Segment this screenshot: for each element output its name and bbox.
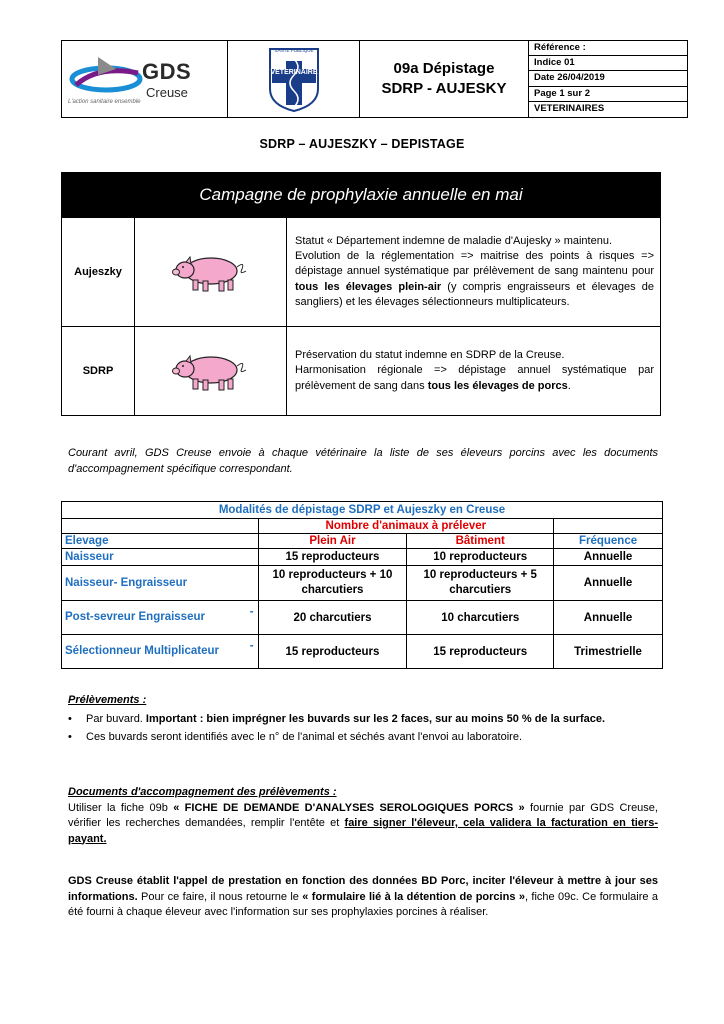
meta-indice: Indice 01 [529,56,687,71]
table-row [62,635,663,669]
documents-section [68,785,658,847]
cell-frequence: Annuelle [554,549,663,566]
pig-icon [135,218,287,326]
cell-elevage [62,635,259,669]
regulation-text: Harmonisation régionale => dépistage annuel systématique par prélèvement de sang dans [295,364,654,392]
cell-plein-air: 10 reproducteurs + 10 charcutiers [258,566,407,601]
empty-cell [554,519,663,534]
gds-logo [62,41,228,117]
cell-batiment: 10 reproducteurs [407,549,554,566]
doc-form-name: « FICHE DE DEMANDE D'ANALYSES SEROLOGIQUES PORCS » [173,801,525,814]
prelevements-title: Prélèvements : [68,694,147,706]
doc-text-mid: fournie par GDS Creuse, vérifier les recherches demandées, remplir l'entête et [68,801,658,829]
documents-paragraph [68,801,658,848]
table-row [62,566,663,601]
table-row [62,601,663,635]
campaign-row-aujeszky [62,217,660,326]
meta-reference: Référence : [529,41,687,56]
badge-label: VETERINAIRE [270,69,318,76]
cell-elevage [62,601,259,635]
document-meta [529,41,687,117]
elevage-name: Post-sevreur Engraisseur [65,611,205,623]
cell-batiment: 10 reproducteurs + 5 charcutiers [407,566,554,601]
bullet-emphasis: Important : bien imprégner les buvards sur les 2 faces, sur au moins 50 % de la surface. [145,712,606,725]
meta-page: Page 1 sur 2 [529,87,687,102]
document-header [61,40,688,118]
row-description [295,327,654,415]
cell-frequence: Annuelle [554,601,663,635]
regulation-emphasis: tous les élevages de porcs [427,379,568,392]
title-line-1: 09a Dépistage [393,60,495,77]
status-text: Statut « Département indemne de maladie d'Aujesky » maintenu. [295,234,613,247]
modalities-table [61,501,663,669]
veterinary-cross-icon [266,45,322,113]
closing-text: Pour ce faire, il nous retourne le [137,890,303,903]
elevage-dash: - [249,606,254,618]
closing-form-name: « formulaire lié à la détention de porcins » [302,890,525,903]
col-batiment: Bâtiment [407,534,554,549]
section-heading: SDRP – AUJESZKY – DEPISTAGE [259,137,465,151]
table-caption: Modalités de dépistage SDRP et Aujeszky en Creuse [62,502,663,519]
title-line-2: SDRP - AUJESKY [381,80,507,97]
documents-title: Documents d'accompagnement des prélèvements : [68,786,337,798]
badge-small-label: SANTÉ PUBLIQUE [274,48,314,53]
col-elevage: Elevage [62,534,259,549]
empty-cell [62,519,259,534]
bullet-icon: • [68,731,72,743]
cell-batiment: 15 reproducteurs [407,635,554,669]
col-plein-air: Plein Air [258,534,407,549]
prelevements-section [68,693,658,746]
campaign-table [61,172,661,416]
regulation-emphasis: tous les élevages plein-air [295,280,442,293]
cell-plein-air: 15 reproducteurs [258,635,407,669]
elevage-name: Sélectionneur Multiplicateur [65,645,219,657]
cell-plein-air: 15 reproducteurs [258,549,407,566]
bullet-text: Ces buvards seront identifiés avec le n° de l'animal et séchés avant l'envoi au laboratoire. [86,731,523,743]
row-label: SDRP [62,327,135,415]
table-row [62,549,663,566]
cell-frequence: Trimestrielle [554,635,663,669]
closing-emphasis: GDS Creuse établit l'appel de prestation en fonction des données BD Porc, inciter l'éleveur à mettre à jour ses informations. [68,875,658,903]
group-header: Nombre d'animaux à prélever [258,519,554,534]
cell-frequence: Annuelle [554,566,663,601]
regulation-text-end: . [567,379,571,392]
intro-paragraph: Courant avril, GDS Creuse envoie à chaque vétérinaire la liste de ses éleveurs porcins avec les documents d'accompagnement spécifique correspondant. [68,447,658,475]
cell-batiment: 10 charcutiers [407,601,554,635]
meta-audience: VETERINAIRES [534,102,605,114]
regulation-text: Evolution de la réglementation => maitrise des points à risques => dépistage annuel systématique par prélèvement de sang maintenu pour [295,250,654,278]
col-frequence: Fréquence [554,534,663,549]
list-item [68,730,658,746]
pig-icon [135,327,287,415]
veterinaire-badge [228,41,360,117]
campaign-row-sdrp [62,326,660,415]
document-title [360,41,529,117]
doc-emphasis: faire signer l'éleveur, cela validera la facturation en tiers-payant. [68,817,658,845]
meta-date: Date 26/04/2019 [529,71,687,86]
bullet-icon: • [68,712,72,725]
cell-plein-air: 20 charcutiers [258,601,407,635]
row-label: Aujeszky [62,218,135,326]
elevage-dash: - [249,640,254,652]
logo-subtitle: Creuse [146,85,188,100]
regulation-text-end: (y compris engraisseurs et élevages de sangliers) et les élevages sélectionneurs multiplicateurs. [295,280,654,308]
closing-text-end: , fiche 09c. Ce formulaire a été fourni à chaque éleveur avec l'information sur ses prophylaxies porcines à réaliser. [68,890,659,918]
cell-elevage: Naisseur [62,549,259,566]
logo-brand: GDS [142,59,192,84]
list-item [68,712,658,728]
bullet-text: Par buvard. [86,712,146,725]
cell-elevage: Naisseur- Engraisseur [62,566,259,601]
logo-tagline: L'action sanitaire ensemble [68,99,141,105]
gds-swoosh-icon [68,55,144,99]
row-description [295,218,654,326]
closing-paragraph [68,874,658,921]
doc-text: Utiliser la fiche 09b [68,801,174,814]
status-text: Préservation du statut indemne en SDRP de la Creuse. [295,349,565,362]
campaign-title: Campagne de prophylaxie annuelle en mai [62,173,660,217]
